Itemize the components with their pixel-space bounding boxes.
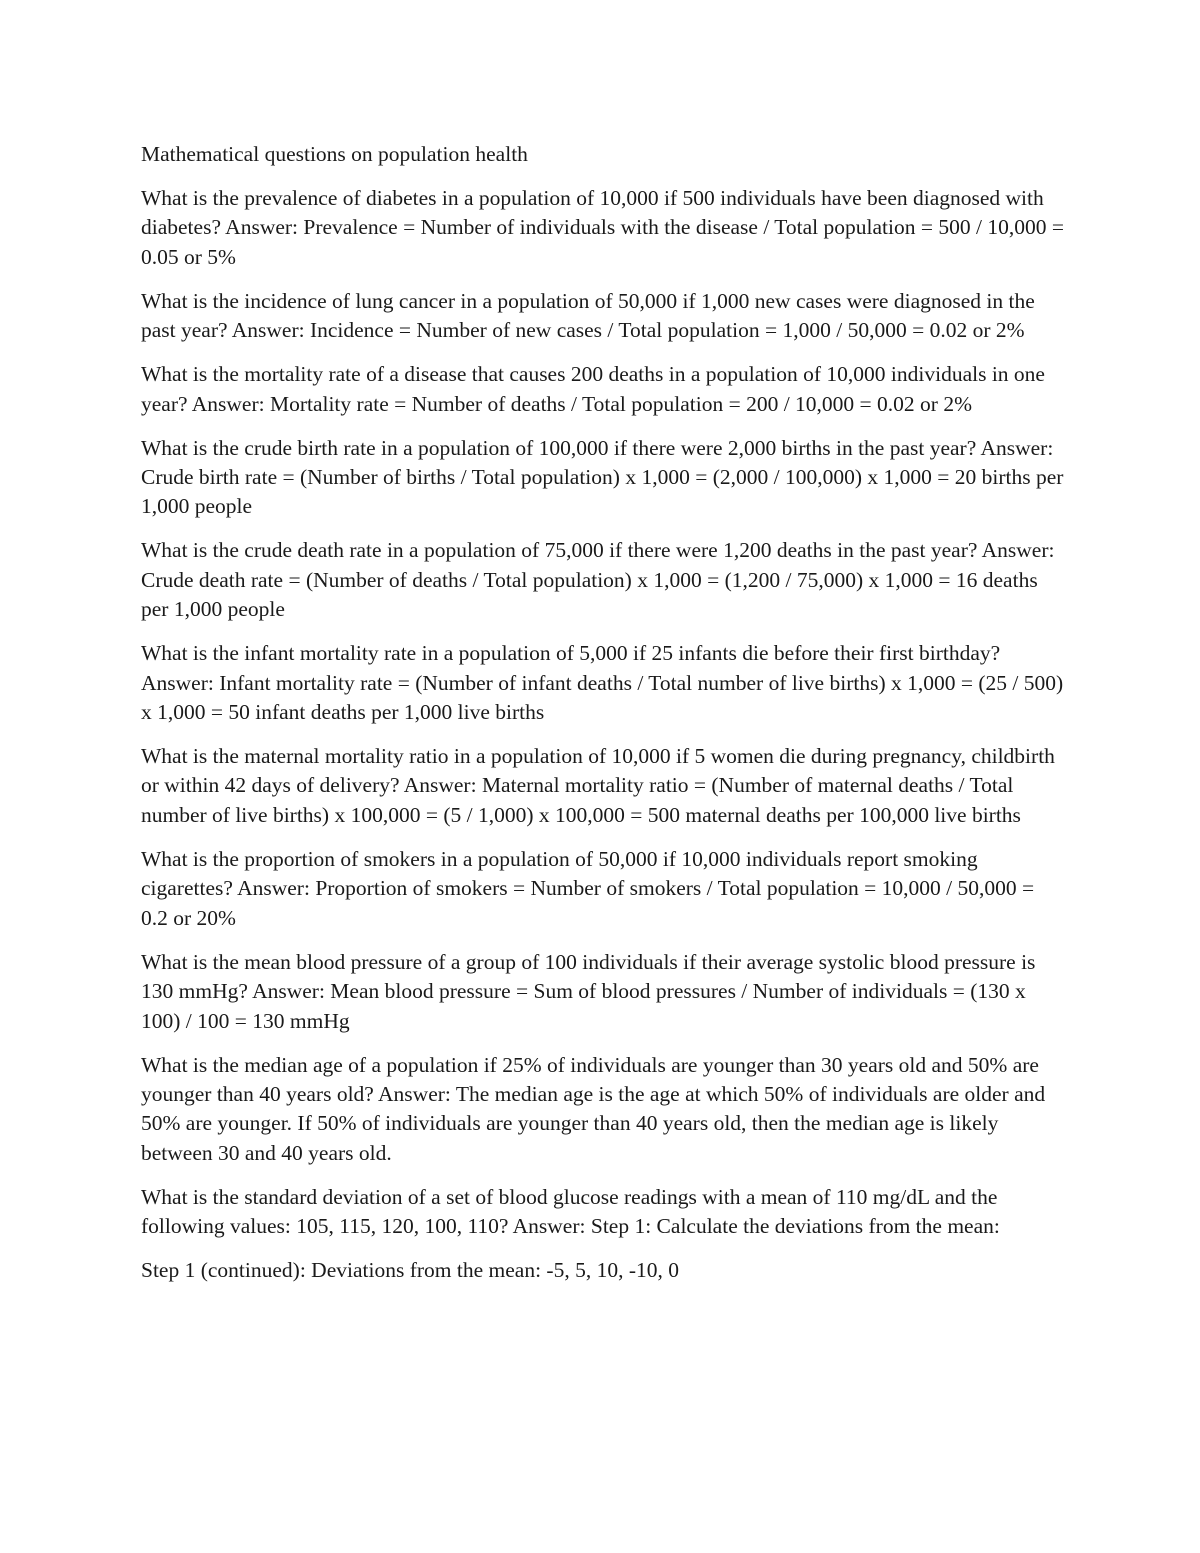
paragraph-incidence: What is the incidence of lung cancer in a population of 50,000 if 1,000 new cases were diagnosed in the past year? Answer: Incidence = Number of new cases / Total population = 1,000 / 50,000 = 0.02 or 2% bbox=[141, 288, 1035, 343]
paragraph-median-age: What is the median age of a population if 25% of individuals are younger than 30 years old and 50% are younger than 40 years old? Answer: The median age is the age at which 50% of individuals are older and 50% are younger. If 50% of individuals are younger than 40 years old, then the median age is likely between 30 and 40 years old. bbox=[141, 1052, 1046, 1165]
document-title: Mathematical questions on population health bbox=[141, 142, 528, 166]
paragraph-crude-death-rate: What is the crude death rate in a population of 75,000 if there were 1,200 deaths in the past year? Answer: Crude death rate = (Number of deaths / Total population) x 1,000 = (1,200 / 75,000) x 1,000 = 16 deaths per 1,000 people bbox=[141, 538, 1055, 622]
paragraph-step-continued: Step 1 (continued): Deviations from the mean: -5, 5, 10, -10, 0 bbox=[141, 1258, 679, 1283]
document-body bbox=[141, 140, 1066, 1300]
paragraph-infant-mortality: What is the infant mortality rate in a population of 5,000 if 25 infants die before their first birthday? Answer: Infant mortality rate = (Number of infant deaths / Total number of live births) x 1,000 = (25 / 500) x 1,000 = 50 infant deaths per 1,000 live births bbox=[141, 641, 1064, 725]
paragraph-maternal-mortality: What is the maternal mortality ratio in a population of 10,000 if 5 women die during pregnancy, childbirth or within 42 days of delivery? Answer: Maternal mortality ratio = (Number of maternal deaths / Total number of live births) x 100,000 = (5 / 1,000) x 100,000 = 500 maternal deaths per 100,000 live births bbox=[141, 744, 1055, 827]
paragraph-prevalence: What is the prevalence of diabetes in a population of 10,000 if 500 individuals have been diagnosed with diabetes? Answer: Prevalence = Number of individuals with the disease / Total population = 500 / 10,000 = 0.05 or 5% bbox=[141, 186, 1064, 269]
paragraph-mean-blood-pressure: What is the mean blood pressure of a group of 100 individuals if their average systolic blood pressure is 130 mmHg? Answer: Mean blood pressure = Sum of blood pressures / Number of individuals = (130 x 100) / 100 = 130 mmHg bbox=[141, 949, 1036, 1033]
paragraph-crude-birth-rate: What is the crude birth rate in a population of 100,000 if there were 2,000 births in the past year? Answer: Crude birth rate = (Number of births / Total population) x 1,000 = (2,000 / 100,000) x 1,000 = 20 births per 1,000 people bbox=[141, 435, 1064, 519]
paragraph-smokers-proportion: What is the proportion of smokers in a population of 50,000 if 10,000 individuals report smoking cigarettes? Answer: Proportion of smokers = Number of smokers / Total population = 10,000 / 50,000 = 0.2 or 20% bbox=[141, 846, 1035, 930]
paragraph-standard-deviation: What is the standard deviation of a set of blood glucose readings with a mean of 110 mg/dL and the following values: 105, 115, 120, 100, 110? Answer: Step 1: Calculate the deviations from the mean: bbox=[141, 1184, 1000, 1239]
paragraph-mortality-rate: What is the mortality rate of a disease that causes 200 deaths in a population of 10,000 individuals in one year? Answer: Mortality rate = Number of deaths / Total population = 200 / 10,000 = 0.02 or 2% bbox=[141, 362, 1045, 416]
